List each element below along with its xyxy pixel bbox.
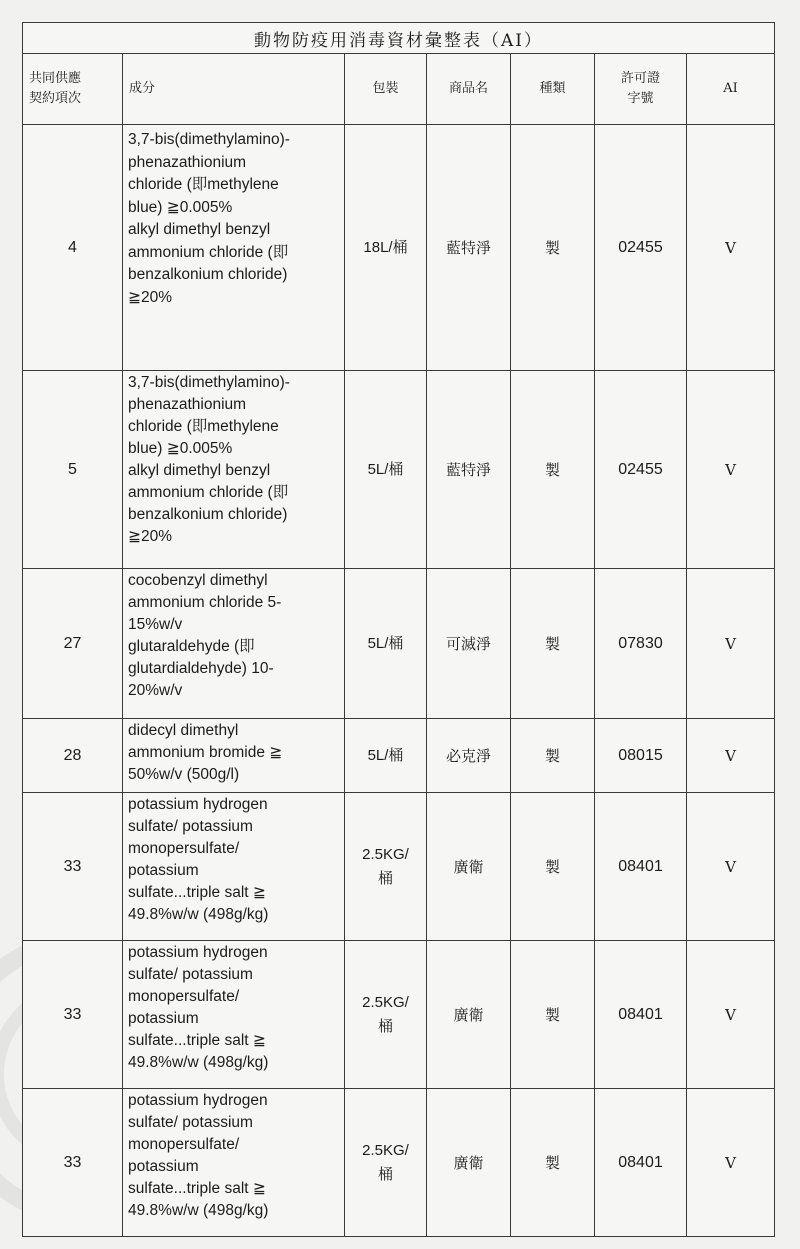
item-number: 4 (23, 125, 123, 371)
permit-number: 02455 (595, 125, 687, 371)
document-page (22, 22, 774, 1237)
ai-mark: V (687, 941, 775, 1089)
component-text: potassium hydrogen sulfate/ potassium monopersulfate/ potassium sulfate...triple salt ≧ 49.8%w/w (498g/kg) (123, 941, 345, 1089)
package-text: 2.5KG/ 桶 (345, 1089, 427, 1237)
header-name: 商品名 (427, 54, 511, 125)
component-text: didecyl dimethyl ammonium bromide ≧ 50%w/v (500g/l) (123, 719, 345, 793)
ai-mark: V (687, 569, 775, 719)
table-row (23, 941, 775, 1089)
table-row (23, 793, 775, 941)
kind-text: 製 (511, 941, 595, 1089)
ai-mark: V (687, 719, 775, 793)
package-text: 2.5KG/ 桶 (345, 793, 427, 941)
component-text: potassium hydrogen sulfate/ potassium monopersulfate/ potassium sulfate...triple salt ≧ 49.8%w/w (498g/kg) (123, 793, 345, 941)
header-kind: 種類 (511, 54, 595, 125)
kind-text: 製 (511, 125, 595, 371)
kind-text: 製 (511, 569, 595, 719)
product-name: 藍特淨 (427, 125, 511, 371)
component-text: 3,7-bis(dimethylamino)- phenazathionium chloride (即methylene blue) ≧0.005% alkyl dimethyl benzyl ammonium chloride (即 benzalkonium chloride) ≧20% (123, 371, 345, 569)
package-text: 5L/桶 (345, 719, 427, 793)
header-item: 共同供應 契約項次 (23, 54, 123, 125)
table-row (23, 569, 775, 719)
package-text: 2.5KG/ 桶 (345, 941, 427, 1089)
ai-mark: V (687, 371, 775, 569)
permit-number: 08401 (595, 1089, 687, 1237)
header-package: 包裝 (345, 54, 427, 125)
disinfectant-table (22, 22, 775, 1237)
product-name: 必克淨 (427, 719, 511, 793)
table-title: 動物防疫用消毒資材彙整表（AI） (23, 23, 775, 54)
header-ai: AI (687, 54, 775, 125)
table-row (23, 1089, 775, 1237)
permit-number: 08401 (595, 941, 687, 1089)
table-row (23, 719, 775, 793)
product-name: 藍特淨 (427, 371, 511, 569)
item-number: 5 (23, 371, 123, 569)
component-text: 3,7-bis(dimethylamino)- phenazathionium chloride (即methylene blue) ≧0.005% alkyl dimethyl benzyl ammonium chloride (即 benzalkonium chloride) ≧20% (123, 125, 345, 371)
kind-text: 製 (511, 1089, 595, 1237)
permit-number: 08015 (595, 719, 687, 793)
header-component: 成分 (123, 54, 345, 125)
permit-number: 07830 (595, 569, 687, 719)
component-text: cocobenzyl dimethyl ammonium chloride 5- 15%w/v glutaraldehyde (即 glutardialdehyde) 10- 20%w/v (123, 569, 345, 719)
item-number: 28 (23, 719, 123, 793)
item-number: 27 (23, 569, 123, 719)
kind-text: 製 (511, 371, 595, 569)
item-number: 33 (23, 793, 123, 941)
package-text: 5L/桶 (345, 569, 427, 719)
header-permit: 許可證 字號 (595, 54, 687, 125)
item-number: 33 (23, 941, 123, 1089)
ai-mark: V (687, 793, 775, 941)
product-name: 可滅淨 (427, 569, 511, 719)
ai-mark: V (687, 1089, 775, 1237)
kind-text: 製 (511, 793, 595, 941)
table-row (23, 125, 775, 371)
item-number: 33 (23, 1089, 123, 1237)
component-text: potassium hydrogen sulfate/ potassium monopersulfate/ potassium sulfate...triple salt ≧ 49.8%w/w (498g/kg) (123, 1089, 345, 1237)
kind-text: 製 (511, 719, 595, 793)
permit-number: 08401 (595, 793, 687, 941)
package-text: 18L/桶 (345, 125, 427, 371)
package-text: 5L/桶 (345, 371, 427, 569)
table-row (23, 371, 775, 569)
product-name: 廣衛 (427, 793, 511, 941)
permit-number: 02455 (595, 371, 687, 569)
product-name: 廣衛 (427, 1089, 511, 1237)
ai-mark: V (687, 125, 775, 371)
product-name: 廣衛 (427, 941, 511, 1089)
